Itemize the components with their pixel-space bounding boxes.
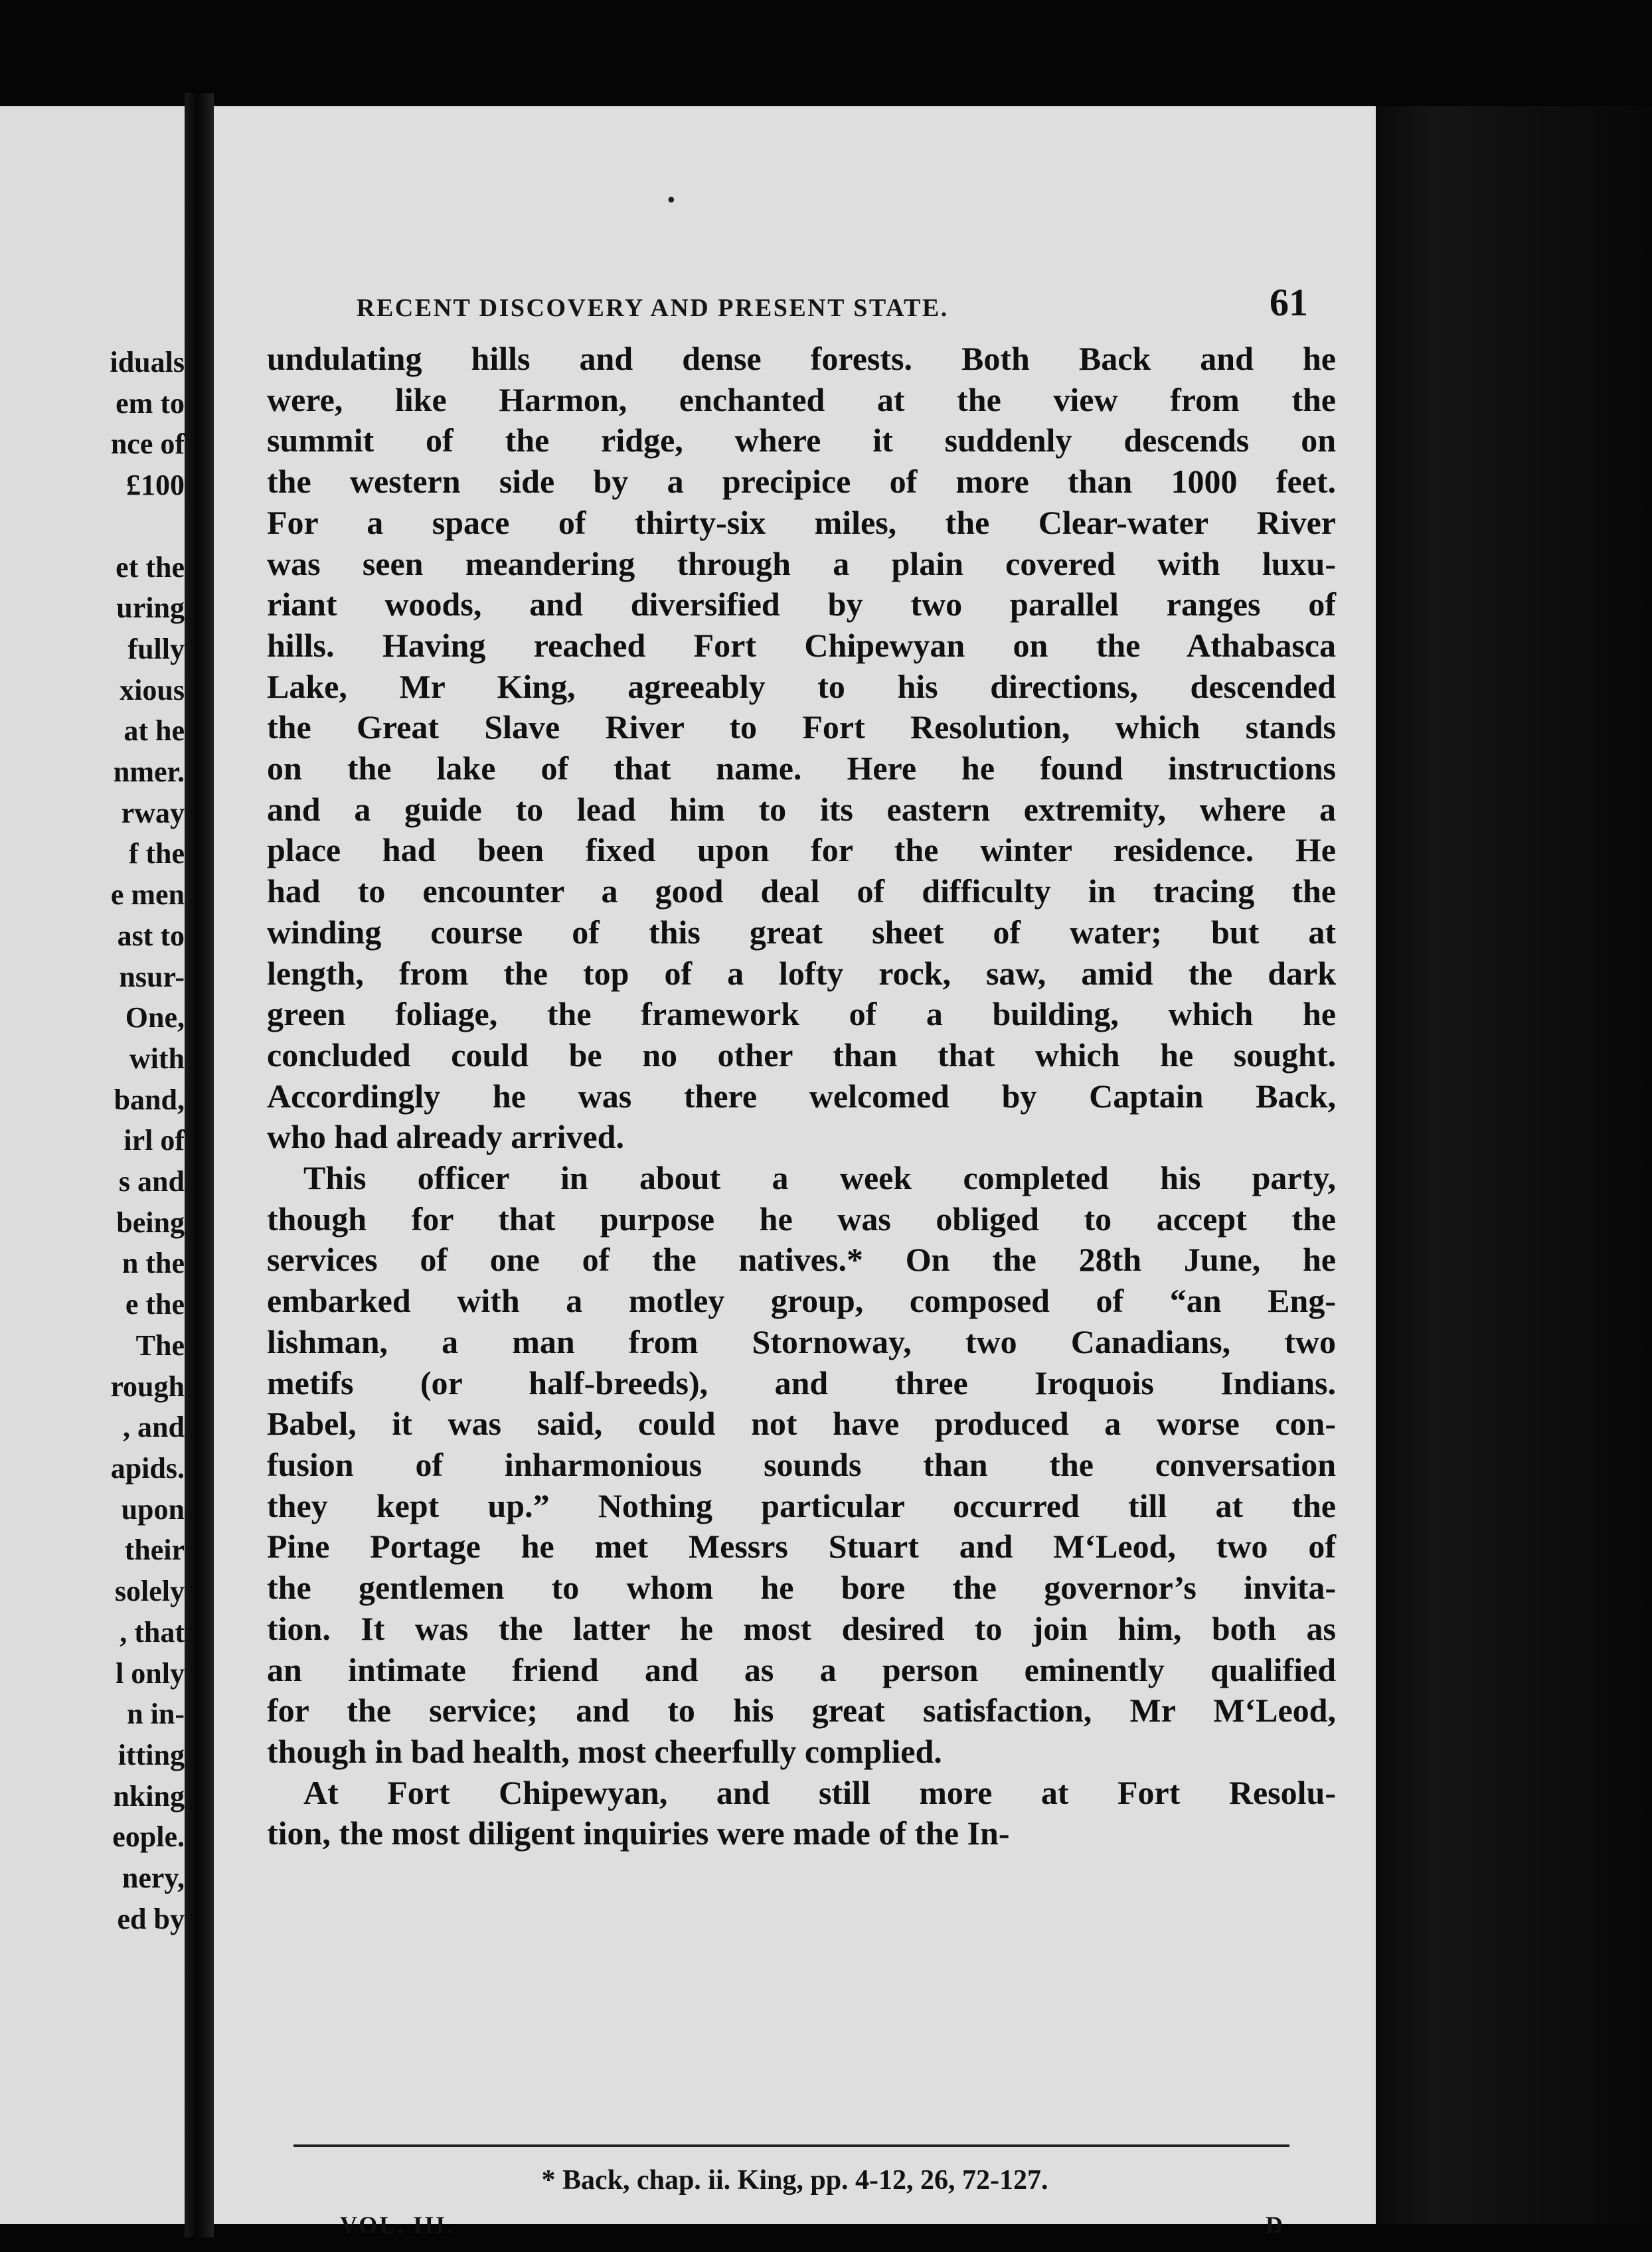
text-line: on the lake of that name. Here he found instructions xyxy=(267,750,1336,787)
facing-line: upon xyxy=(121,1492,185,1526)
text-line: tion, the most diligent inquiries were made of the In- xyxy=(267,1814,1010,1852)
book-gutter xyxy=(185,93,214,2237)
text-line: who had already arrived. xyxy=(267,1118,624,1156)
text-line: winding course of this great sheet of water; but at xyxy=(267,913,1336,951)
running-head xyxy=(357,280,1319,333)
facing-line: with xyxy=(129,1042,185,1075)
text-line: lishman, a man from Stornoway, two Canadians, two xyxy=(267,1323,1336,1360)
signature-mark: D xyxy=(1266,2212,1283,2238)
facing-page-fragment xyxy=(0,106,193,2224)
facing-line: nking xyxy=(113,1779,185,1812)
footnote-rule xyxy=(293,2144,1289,2147)
ornament-mark: • xyxy=(665,189,677,212)
running-title: RECENT DISCOVERY AND PRESENT STATE. xyxy=(357,294,949,322)
facing-line: fully xyxy=(127,632,185,665)
facing-line: ast to xyxy=(117,919,185,952)
facing-page-text xyxy=(0,342,185,1939)
book-page xyxy=(214,106,1376,2224)
facing-line: rough xyxy=(110,1370,185,1403)
text-line: embarked with a motley group, composed of “an Eng- xyxy=(267,1282,1336,1320)
text-line: the western side by a precipice of more than 1000 feet. xyxy=(267,463,1336,501)
facing-line: irl of xyxy=(124,1124,185,1157)
facing-line: et the xyxy=(116,550,185,584)
facing-line: f the xyxy=(128,837,185,870)
facing-line: n the xyxy=(122,1247,185,1280)
facing-line: e the xyxy=(125,1288,185,1321)
facing-line: nery, xyxy=(122,1862,185,1895)
facing-line: ed by xyxy=(117,1902,185,1935)
facing-line: rway xyxy=(121,796,185,829)
facing-line: eople. xyxy=(112,1820,185,1854)
facing-line: l only xyxy=(116,1656,185,1690)
facing-line: band, xyxy=(114,1083,185,1116)
volume-label: VOL. III. xyxy=(340,2212,455,2238)
facing-line: iduals xyxy=(110,346,185,378)
facing-line: xious xyxy=(120,673,185,706)
facing-line: apids. xyxy=(110,1451,185,1485)
body-text xyxy=(267,339,1336,1854)
page-number: 61 xyxy=(1270,281,1308,324)
text-line: At Fort Chipewyan, and still more at Fort Resolu- xyxy=(303,1773,1336,1811)
text-line: the Great Slave River to Fort Resolution, which stands xyxy=(267,708,1336,746)
facing-line: nmer. xyxy=(113,756,185,789)
facing-line: itting xyxy=(118,1738,185,1771)
facing-line: being xyxy=(116,1206,185,1239)
text-line: For a space of thirty-six miles, the Clear-water River xyxy=(267,503,1336,541)
text-line: had to encounter a good deal of difficulty in tracing the xyxy=(267,872,1336,910)
text-line: Accordingly he was there welcomed by Captain Back, xyxy=(267,1077,1336,1115)
facing-line: One, xyxy=(125,1001,185,1034)
facing-line: e men xyxy=(110,878,185,912)
text-line: though for that purpose he was obliged to accept the xyxy=(267,1200,1336,1238)
signature-line xyxy=(340,2211,1283,2244)
facing-line: The xyxy=(135,1328,185,1362)
facing-line: , that xyxy=(120,1615,185,1649)
text-line: they kept up.” Nothing particular occurred till at the xyxy=(267,1487,1336,1524)
text-line: Lake, Mr King, agreeably to his directions, descended xyxy=(267,667,1336,705)
text-line: undulating hills and dense forests. Both Back and he xyxy=(267,340,1336,377)
text-line: concluded could be no other than that which he sought. xyxy=(267,1036,1336,1074)
text-line: Pine Portage he met Messrs Stuart and M‘Leod, two of xyxy=(267,1528,1336,1566)
text-line: though in bad health, most cheerfully complied. xyxy=(267,1732,942,1770)
facing-line: s and xyxy=(118,1165,185,1198)
text-line: Babel, it was said, could not have produced a worse con- xyxy=(267,1405,1336,1443)
facing-line: £100 xyxy=(126,469,185,502)
facing-line: nce of xyxy=(110,428,185,461)
text-line: tion. It was the latter he most desired to join him, both as xyxy=(267,1609,1336,1647)
facing-line: em to xyxy=(116,386,185,420)
text-line: place had been fixed upon for the winter residence. He xyxy=(267,831,1336,869)
facing-line: uring xyxy=(116,592,185,625)
page-edge xyxy=(1376,106,1652,2224)
text-line: length, from the top of a lofty rock, saw, amid the dark xyxy=(267,954,1336,992)
facing-line: solely xyxy=(114,1575,185,1608)
facing-line: their xyxy=(124,1534,185,1567)
text-line: were, like Harmon, enchanted at the view from the xyxy=(267,380,1336,418)
facing-line: nsur- xyxy=(119,960,185,993)
facing-line: at he xyxy=(124,714,185,748)
facing-line: n in- xyxy=(127,1698,185,1731)
text-line: fusion of inharmonious sounds than the conversation xyxy=(267,1445,1336,1483)
text-line: the gentlemen to whom he bore the governor’s invita- xyxy=(267,1569,1336,1607)
text-line: was seen meandering through a plain covered with luxu- xyxy=(267,544,1336,582)
text-line: for the service; and to his great satisfaction, Mr M‘Leod, xyxy=(267,1692,1336,1729)
text-line: riant woods, and diversified by two parallel ranges of xyxy=(267,586,1336,623)
facing-line xyxy=(0,506,185,547)
text-line: green foliage, the framework of a building, which he xyxy=(267,995,1336,1033)
text-line: an intimate friend and as a person eminently qualified xyxy=(267,1650,1336,1688)
footnote: * Back, chap. ii. King, pp. 4-12, 26, 72-127. xyxy=(541,2165,1048,2196)
facing-line: , and xyxy=(123,1411,185,1444)
text-line: This officer in about a week completed his party, xyxy=(303,1159,1336,1197)
text-line: metifs (or half-breeds), and three Iroquois Indians. xyxy=(267,1364,1336,1402)
text-line: summit of the ridge, where it suddenly descends on xyxy=(267,422,1336,459)
text-line: services of one of the natives.* On the 28th June, he xyxy=(267,1241,1336,1279)
text-line: hills. Having reached Fort Chipewyan on the Athabasca xyxy=(267,626,1336,664)
text-line: and a guide to lead him to its eastern extremity, where a xyxy=(267,790,1336,828)
